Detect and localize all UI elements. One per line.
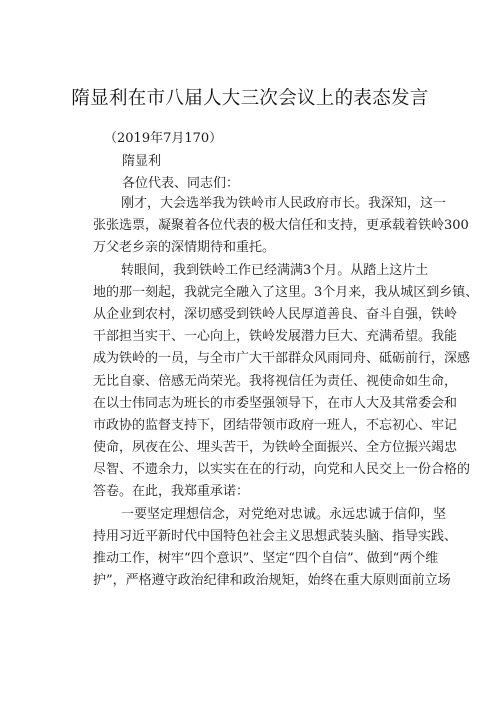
paragraph-line: 无比自豪、倍感无尚荣光。我将视信任为责任、视使命如生命， [93,373,458,389]
document-date: （2019年7月170） [104,131,223,146]
document-body [93,193,479,592]
paragraph-line: 从企业到农村，深切感受到铁岭人民厚道善良、奋斗自强，铁岭 [93,306,458,322]
document-title: 隋显利在市八届人大三次会议上的表态发言 [71,88,429,109]
paragraph-line: 张张选票，凝聚着各位代表的极大信任和支持，更承载着铁岭300 [93,218,469,234]
paragraph-line: 成为铁岭的一员，与全市广大干部群众风雨同舟、砥砺前行，深感 [93,351,471,367]
paragraph-line: 刚才，大会选举我为铁岭市人民政府市长。我深知，这一 [121,196,447,211]
paragraph-line: 护”，严格遵守政治纪律和政治规矩，始终在重大原则面前立场 [93,573,451,589]
paragraph-line: 干部担当实干、一心向上，铁岭发展潜力巨大、充满希望。我能 [93,329,458,345]
paragraph-line: 持用习近平新时代中国特色社会主义思想武装头脑、指导实践、 [93,528,458,544]
paragraph-line: 在以士伟同志为班长的市委坚强领导下，在市人大及其常委会和 [93,395,458,411]
document-author: 隋显利 [122,154,162,169]
paragraph-line: 地的那一刻起，我就完全融入了这里。3个月来，我从城区到乡镇、 [93,284,479,300]
paragraph-line: 尽智、不遗余力，以实实在在的行动，向党和人民交上一份合格的 [93,462,471,478]
paragraph-line: 答卷。在此，我郑重承诺： [93,484,250,500]
paragraph-line: 一要坚定理想信念，对党绝对忠诚。永远忠诚于信仰，坚 [121,506,447,522]
paragraph-line: 使命，夙夜在公、埋头苦干，为铁岭全面振兴、全方位振兴竭忠 [93,440,458,456]
paragraph-line: 转眼间，我到铁岭工作已经满满3个月。从踏上这片土 [121,262,429,278]
paragraph-line: 推动工作，树牢“四个意识”、坚定“四个自信”、做到“两个维 [93,551,439,566]
paragraph-line: 万父老乡亲的深情期待和重托。 [93,240,276,256]
paragraph-line: 市政协的监督支持下，团结带领市政府一班人，不忘初心、牢记 [93,417,458,433]
document-salutation: 各位代表、同志们： [122,176,240,191]
